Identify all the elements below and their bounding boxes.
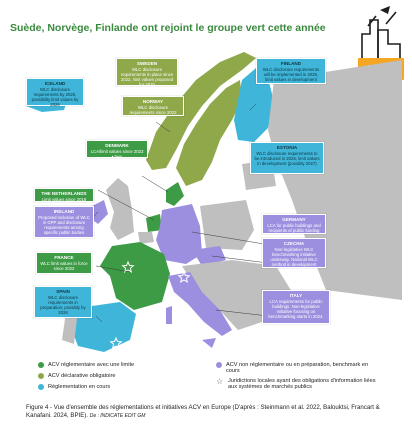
region-uk (106, 178, 134, 240)
legend-item-local: ☆ Juridictions locales ayant des obligations d'information liées aux systèmes de marchés publics (216, 377, 376, 390)
box-france: FRANCE WLC limit values in force since 2022 (36, 252, 92, 274)
box-norway: NORWAY WLC disclosure requirements since 2023 (122, 96, 184, 116)
region-sardinia (166, 306, 172, 324)
box-finland: FINLAND WLC disclosure requirements will be implemented in 2025, limit values in development (256, 58, 326, 84)
legend-item-mandatory-disclosure: ACV déclarative obligatoire (38, 373, 208, 379)
page-title: Suède, Norvège, Finlande ont rejoint le groupe vert cette année (10, 22, 326, 34)
box-sweden: SWEDEN WLC disclosure requirements in place since 2022, limit values proposed for 2025 (116, 58, 178, 86)
legend-item-in-progress: Réglementation en cours (38, 384, 208, 390)
legend-dot-purple (216, 362, 222, 368)
legend-star-icon: ☆ (216, 377, 224, 386)
caption-credit: De : INDICATE EDIT GM (89, 413, 146, 420)
box-ireland: IRELAND Proposed inclusion of WLC in GPP and disclosure requirements among specific public bodies (34, 206, 94, 238)
legend-dot-green (38, 362, 44, 368)
legend (38, 362, 398, 402)
box-italy: ITALY LCA requirements for public buildings. Non-legislative initiative focusing on benchmarking starts in 2024. (262, 290, 330, 324)
region-poland (200, 200, 254, 250)
legend-item-non-regulatory: ACV non réglementaire ou en préparation, benchmark en cours (216, 362, 376, 374)
box-netherlands: THE NETHERLANDS Limit values since 2018 (34, 188, 94, 202)
box-iceland: ICELAND WLC disclosure requirements by 2025, possibility limit values by 2026 (26, 78, 84, 106)
box-denmark: DENMARK LCA/limit values since 2023 • Neu (86, 140, 148, 158)
figure-caption: Figure 4 - Vue d'ensemble des réglementations et initiatives ACV en Europe (D'après : Steinmann et al. 2022, Balouktsi, Francart & Kanafani. 2024, BPIE). De : INDICATE EDIT GM (26, 404, 380, 420)
legend-dot-olive (38, 373, 44, 379)
box-czechia: CZECHIA Non-legislative WLC benchmarking initiative underway. National WLC method in development (262, 238, 326, 268)
box-spain: SPAIN WLC disclosure requirements in preparation, possibly by 2026 (34, 286, 92, 318)
box-germany: GERMANY LCA for public buildings and recipients of public funding (262, 214, 326, 234)
box-estonia: ESTONIA WLC disclosure requirements to be introduced in 2025, limit values in development (possibly 2027) (250, 142, 324, 174)
region-sicily (202, 338, 216, 348)
legend-dot-blue (38, 384, 44, 390)
region-france (100, 242, 170, 310)
legend-item-mandatory-limit: ACV réglementaire avec une limite (38, 362, 208, 368)
region-denmark (166, 182, 184, 206)
